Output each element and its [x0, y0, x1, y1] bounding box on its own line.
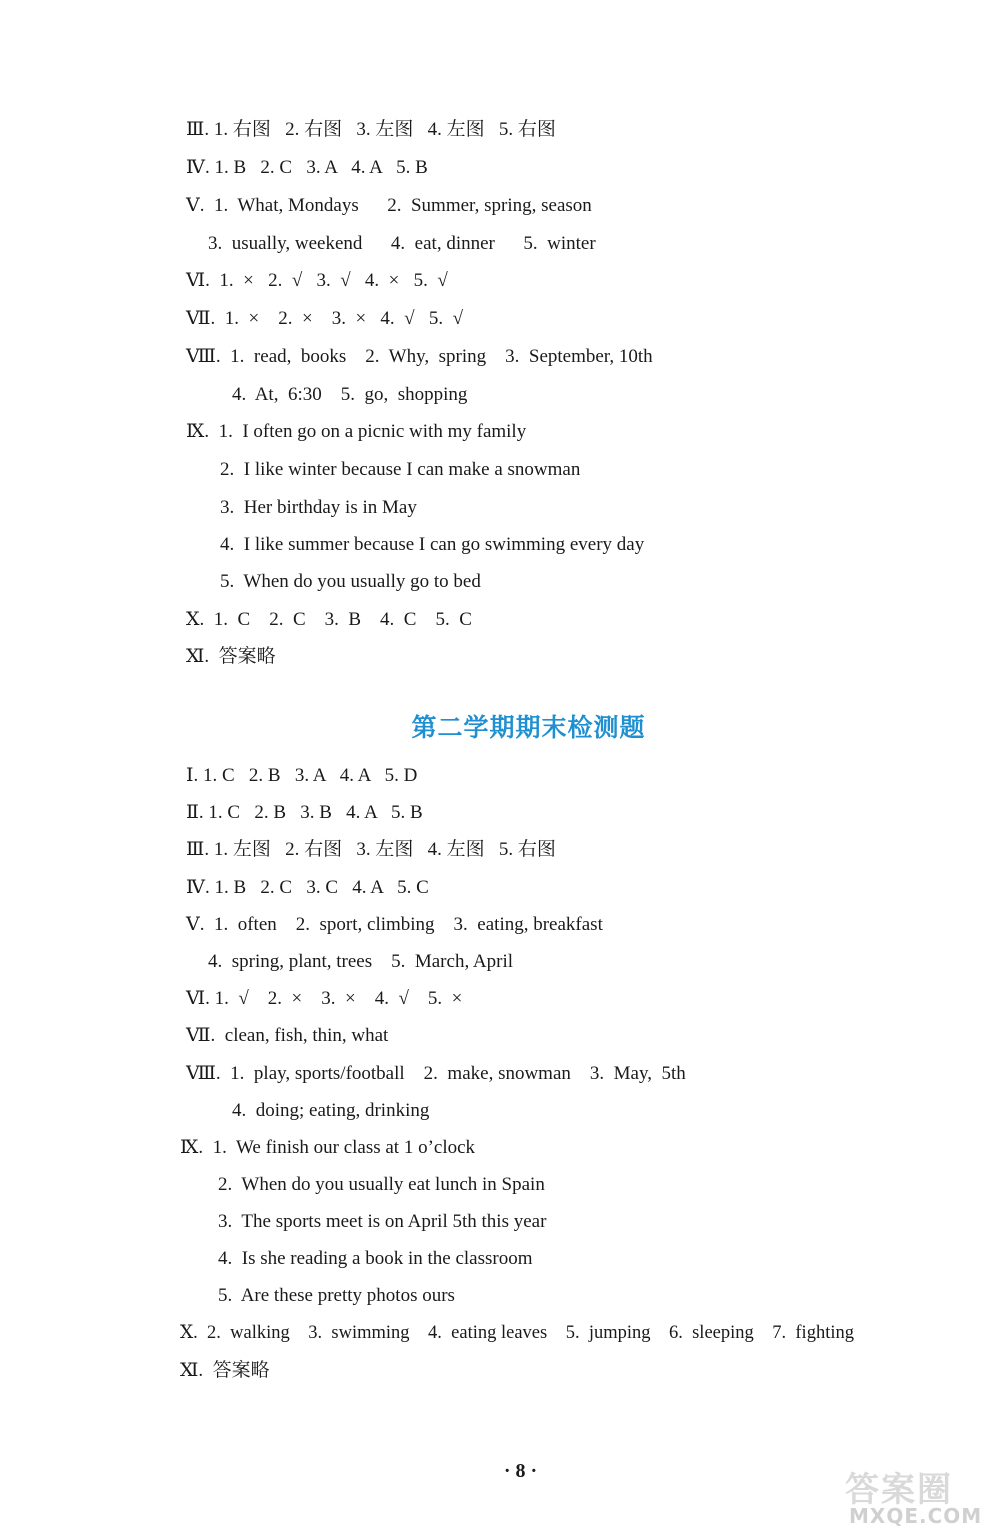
answer-line: Ⅺ. 答案略 — [186, 646, 276, 667]
answer-line: 4. doing; eating, drinking — [232, 1100, 430, 1121]
answer-line: 3. The sports meet is on April 5th this year — [218, 1211, 547, 1232]
watermark-sub-text: MXQE.COM — [849, 1504, 983, 1528]
answer-line: 4. spring, plant, trees 5. March, April — [208, 951, 514, 972]
answer-line: Ⅴ. 1. often 2. sport, climbing 3. eating, breakfast — [186, 914, 603, 935]
answer-line: 4. Is she reading a book in the classroom — [218, 1248, 533, 1269]
answer-line: 3. usually, weekend 4. eat, dinner 5. winter — [208, 233, 596, 254]
answer-line: 5. When do you usually go to bed — [220, 571, 481, 592]
answer-line: Ⅺ. 答案略 — [180, 1360, 270, 1381]
answer-line: Ⅵ. 1. √ 2. × 3. × 4. √ 5. × — [186, 988, 463, 1009]
answer-line: Ⅹ. 1. C 2. C 3. B 4. C 5. C — [186, 609, 472, 630]
answer-line: Ⅷ. 1. play, sports/football 2. make, snowman 3. May, 5th — [186, 1063, 686, 1084]
answer-line: Ⅸ. 1. We finish our class at 1 o’clock — [180, 1137, 476, 1158]
answer-line: Ⅱ. 1. C 2. B 3. B 4. A 5. B — [186, 802, 423, 823]
answer-line: Ⅵ. 1. × 2. √ 3. √ 4. × 5. √ — [186, 270, 448, 291]
answer-line: 3. Her birthday is in May — [220, 497, 417, 518]
answer-line: Ⅲ. 1. 右图 2. 右图 3. 左图 4. 左图 5. 右图 — [186, 119, 556, 140]
answer-line: 4. At, 6:30 5. go, shopping — [232, 384, 468, 405]
page-number: · 8 · — [503, 1460, 538, 1482]
answer-line: Ⅳ. 1. B 2. C 3. C 4. A 5. C — [186, 877, 429, 898]
section-title: 第二学期期末检测题 — [411, 713, 646, 742]
answer-line: Ⅸ. 1. I often go on a picnic with my family — [186, 421, 527, 442]
answer-line: 5. Are these pretty photos ours — [218, 1285, 455, 1306]
answer-line: Ⅷ. 1. read, books 2. Why, spring 3. September, 10th — [186, 346, 653, 367]
answer-line: Ⅶ. clean, fish, thin, what — [186, 1025, 389, 1046]
answer-line: 2. I like winter because I can make a snowman — [220, 459, 581, 480]
answer-line: Ⅹ. 2. walking 3. swimming 4. eating leaves 5. jumping 6. sleeping 7. fighting — [180, 1323, 854, 1343]
answer-line: Ⅶ. 1. × 2. × 3. × 4. √ 5. √ — [186, 308, 464, 329]
answer-line: Ⅲ. 1. 左图 2. 右图 3. 左图 4. 左图 5. 右图 — [186, 839, 556, 860]
answer-line: 2. When do you usually eat lunch in Spain — [218, 1174, 545, 1195]
answer-line: 4. I like summer because I can go swimming every day — [220, 534, 645, 555]
watermark-logo — [845, 1462, 995, 1532]
answer-line: Ⅳ. 1. B 2. C 3. A 4. A 5. B — [186, 157, 428, 178]
watermark-main-text: 答案圈 — [845, 1470, 953, 1510]
answer-line: Ⅴ. 1. What, Mondays 2. Summer, spring, season — [186, 195, 592, 216]
answer-line: Ⅰ. 1. C 2. B 3. A 4. A 5. D — [186, 765, 418, 786]
